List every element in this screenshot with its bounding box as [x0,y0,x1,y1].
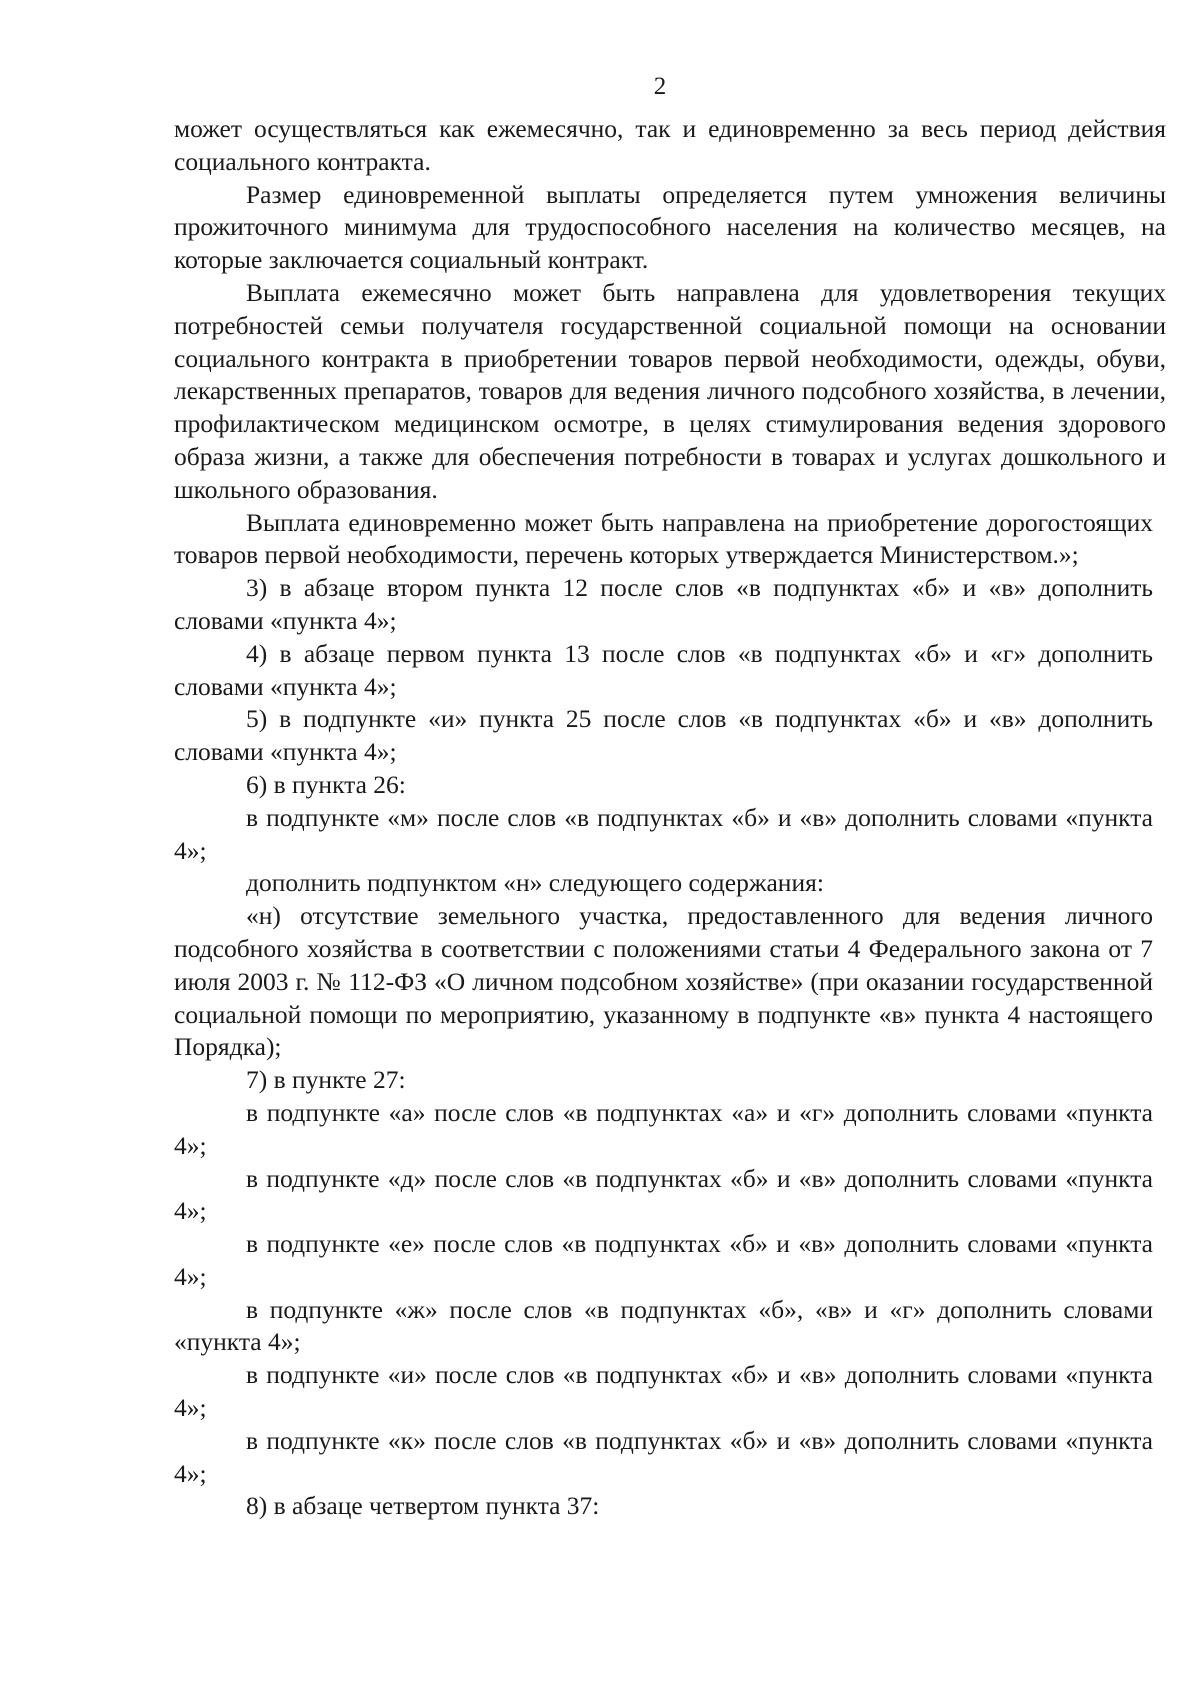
paragraph-monthly-payment: Выплата ежемесячно может быть направлена для удовлетворения текущих потребностей семьи получателя государственной социальной помощи на основании социального контракта в приобретении товаров первой необходимости, одежды, обуви, лекарственных препаратов, товаров для ведения личного подсобного хозяйства, в лечении, профилактическом медицинском осмотре, в целях стимулирования ведения здорового образа жизни, а также для обеспечения потребности в товарах и услугах дошкольного и школьного образования. [174,277,1166,504]
paragraph-lump-sum-size: Размер единовременной выплаты определяется путем умножения величины прожиточного минимума для трудоспособного населения на количество месяцев, на которые заключается социальный контракт. [174,179,1166,275]
amendment-subitem-k: в подпункте «к» после слов «в подпунктах «б» и «в» дополнить словами «пункта 4»; [174,1425,1153,1488]
amendment-add-subitem-n: дополнить подпунктом «н» следующего содержания: [246,868,824,898]
paragraph-continuation: может осуществляться как ежемесячно, так и единовременно за весь период действия социального контракта. [174,114,1166,176]
page-number: 2 [653,73,667,100]
amendment-item-6: 6) в пункта 26: [246,769,406,799]
amendment-item-5: 5) в подпункте «и» пункта 25 после слов «в подпунктах «б» и «в» дополнить словами «пункта 4»; [174,704,1153,767]
amendment-item-8: 8) в абзаце четвертом пункта 37: [246,1491,600,1521]
paragraph-lump-sum-payment: Выплата единовременно может быть направлена на приобретение дорогостоящих товаров первой необходимости, перечень которых утверждается Министерством.»; [174,507,1153,570]
amendment-subitem-m: в подпункте «м» после слов «в подпунктах «б» и «в» дополнить словами «пункта 4»; [174,802,1153,865]
amendment-subitem-e: в подпункте «е» после слов «в подпунктах «б» и «в» дополнить словами «пункта 4»; [174,1229,1153,1291]
amendment-item-4: 4) в абзаце первом пункта 13 после слов «в подпунктах «б» и «г» дополнить словами «пункта 4»; [174,638,1153,701]
amendment-item-7: 7) в пункте 27: [246,1065,406,1095]
amendment-subitem-a: в подпункте «а» после слов «в подпунктах «а» и «г» дополнить словами «пункта 4»; [174,1097,1153,1160]
amendment-item-3: 3) в абзаце втором пункта 12 после слов «в подпунктах «б» и «в» дополнить словами «пункта 4»; [174,573,1153,635]
amendment-subitem-n-text: «н) отсутствие земельного участка, предоставленного для ведения личного подсобного хозяйства в соответствии с положениями статьи 4 Федерального закона от 7 июля 2003 г. № 112-ФЗ «О личном подсобном хозяйстве» (при оказании государственной социальной помощи по мероприятию, указанному в подпункте «в» пункта 4 настоящего Порядка); [174,901,1153,1062]
document-body [174,113,1166,1523]
amendment-subitem-zh: в подпункте «ж» после слов «в подпунктах «б», «в» и «г» дополнить словами «пункта 4»; [174,1294,1153,1357]
amendment-subitem-d: в подпункте «д» после слов «в подпунктах «б» и «в» дополнить словами «пункта 4»; [174,1163,1153,1226]
amendment-subitem-i: в подпункте «и» после слов «в подпунктах «б» и «в» дополнить словами «пункта 4»; [174,1360,1153,1423]
